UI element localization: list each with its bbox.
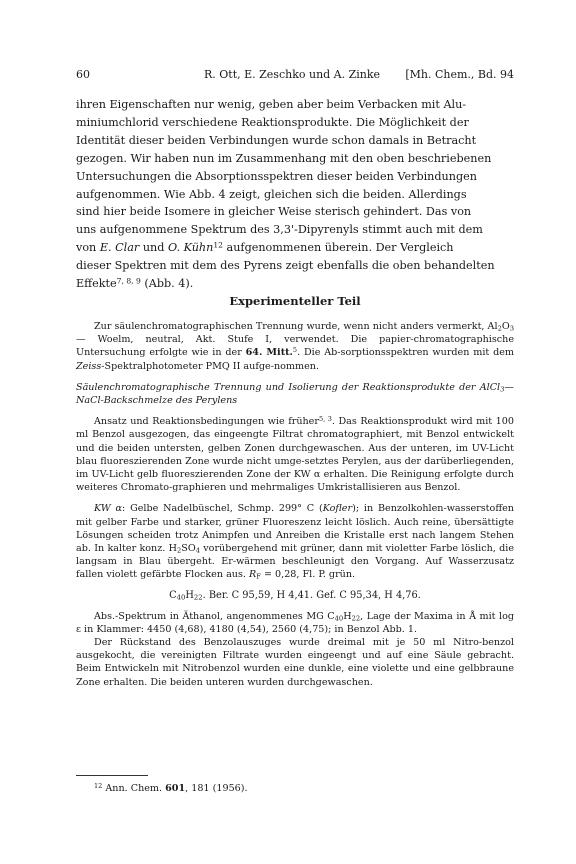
text-run: Abs.-Spektrum in Äthanol, angenommenes MG C — [94, 610, 335, 622]
intro-paragraph — [76, 96, 514, 293]
author-name: Kofler — [322, 503, 353, 515]
text-run: H — [343, 610, 352, 622]
elemental-analysis — [76, 589, 514, 603]
compound-label: KW α — [94, 503, 123, 515]
subscript: 4 — [195, 546, 200, 555]
text-run: SO — [181, 543, 196, 555]
intro-line: ihren Eigenschaften nur wenig, geben aber beim Verbacken mit Alu- — [76, 98, 467, 111]
bold-reference: 64. Mitt. — [245, 347, 293, 359]
volume-number: 601 — [165, 783, 186, 794]
experimental-body — [76, 320, 514, 689]
header-journal: [Mh. Chem., Bd. 94 — [405, 68, 514, 81]
text-run: von — [76, 241, 100, 255]
text-run: und — [139, 241, 168, 255]
subscript: 40 — [176, 593, 186, 602]
text-run: O — [501, 321, 510, 332]
intro-line: Untersuchungen die Absorptionsspektren dieser beiden Verbindungen — [76, 169, 477, 183]
text-run: vorübergehend mit grüner, dann mit violetter Farbe löslich, die langsam in Blau übergeht. Er-wärmen beschleunigt den Vorgang. Auf Wasserzusatz fallen violett gefärbte Flocken aus. — [76, 543, 515, 581]
intro-line: sind hier beide Isomere in gleicher Weise sterisch gehindert. Das von — [76, 205, 472, 219]
paragraph-kw-alpha — [76, 502, 514, 581]
text-run: -Spektralphotometer PMQ II aufge-nommen. — [101, 360, 319, 372]
subscript: 40 — [334, 614, 344, 623]
subscript: 3 — [500, 385, 505, 394]
footnote — [76, 782, 514, 795]
text-run: Ansatz und Reaktionsbedingungen wie früher — [94, 416, 319, 428]
text-run: aufgenommenen überein. Der Vergleich — [223, 241, 454, 255]
text-run: — Woelm, neutral, Akt. Stufe I, verwendet. Die papier-chromatographische Untersuchung erfolgte wie in der — [76, 334, 514, 359]
text-run: . Das Reaktionsprodukt wird mit 100 ml Benzol ausgezogen, das eingeengte Filtrat chromatographiert, mit Benzol entwickelt und die beiden untersten, gelben Zonen durchgewaschen. Aus der unteren, im UV-Licht blau fluoreszierenden Zone wurde nicht umge-setztes Perylen, aus der darüberliegenden, im UV-Licht gelb fluoreszierenden Zone der KW α erhalten. Die Reinigung erfolgte durch weiteres Chromato-graphieren und mehrmaliges Umkristallisieren aus Benzol. — [76, 416, 514, 494]
text-run: = 0,28, Fl. P. grün. — [260, 569, 356, 581]
subscript: 22 — [351, 614, 361, 623]
header-authors: R. Ott, E. Zeschko und A. Zinke — [204, 68, 381, 81]
intro-line: aufgenommen. Wie Abb. 4 zeigt, gleichen sich die beiden. Allerdings — [76, 187, 467, 201]
text-run: Zur säulenchromatographischen Trennung wurde, wenn nicht anders vermerkt, Al — [94, 321, 498, 332]
text-run: Effekte — [76, 277, 117, 291]
paragraph-methods — [76, 320, 514, 373]
text-run: . Die Ab-sorptionsspektren wurden mit dem — [297, 347, 514, 359]
subscript: 3 — [509, 324, 514, 333]
section-heading-block — [76, 292, 514, 310]
intro-line: miniumchlorid verschiedene Reaktionsprodukte. Die Möglichkeit der — [76, 115, 469, 129]
reference-marker: 12 — [213, 240, 223, 250]
text-run: Ann. Chem. — [102, 783, 166, 794]
subscript: 22 — [193, 593, 203, 602]
paragraph-spectrum — [76, 610, 514, 636]
intro-line: dieser Spektren mit dem des Pyrens zeigt ebenfalls die oben behandelten — [76, 259, 495, 273]
footnote-divider — [76, 775, 148, 776]
rf-symbol: R — [249, 569, 257, 581]
text-run: . Ber. C 95,59, H 4,41. Gef. C 95,34, H 4,76. — [202, 589, 421, 601]
subscript: 2 — [497, 324, 502, 333]
intro-line: Identität dieser beiden Verbindungen wurde schon damals in Betracht — [76, 133, 477, 147]
intro-line — [76, 275, 514, 293]
section-title: Experimenteller Teil — [229, 294, 361, 308]
reference-marker: 5 — [292, 346, 298, 355]
subsection-heading — [76, 381, 514, 407]
page-number: 60 — [76, 68, 90, 81]
text-run: ); in Benzolkohlen-wasserstoffen mit gelber Farbe und starker, grüner Fluoreszenz leicht löslich. Auch reine, übersättigte Lösungen scheiden trotz Animpfen und Anreiben die Kristalle erst nach langem Stehen ab. In kalter konz. H — [76, 503, 514, 555]
author-name: E. Clar — [99, 241, 140, 255]
text-run: —NaCl-Backschmelze des Perylens — [76, 381, 514, 407]
text-run: (Abb. 4). — [140, 277, 194, 291]
paragraph-residue: Der Rückstand des Benzolauszuges wurde dreimal mit je 50 ml Nitro-benzol ausgekocht, die vereinigten Filtrate wurden eingeengt und auf eine Säule gebracht. Beim Entwickeln mit Nitrobenzol wurden eine dunkle, eine violette und eine gelbbraune Zone erhalten. Die beiden unteren wurden durchgewaschen. — [76, 637, 514, 688]
author-name: O. Kühn — [167, 241, 214, 255]
footnote-number: 12 — [94, 782, 103, 791]
reference-marker: 7, 8, 9 — [116, 276, 141, 286]
running-header — [76, 66, 514, 84]
subscript: 2 — [176, 546, 182, 555]
text-run: H — [185, 589, 194, 601]
intro-line — [76, 239, 514, 257]
subscript: F — [256, 573, 261, 582]
intro-line: gezogen. Wir haben nun im Zusammenhang mit den oben beschriebenen — [76, 151, 492, 165]
reference-marker: 5, 3 — [318, 415, 332, 424]
paragraph-procedure — [76, 415, 514, 494]
text-run: C — [169, 589, 177, 601]
intro-line: uns aufgenommene Spektrum des 3,3'-Dipyrenyls stimmt auch mit dem — [76, 223, 483, 237]
text-run: , 181 (1956). — [185, 783, 248, 794]
italic-term: Zeiss — [76, 360, 102, 372]
text-run: Säulenchromatographische Trennung und Isolierung der Reaktionsprodukte der AlCl — [76, 381, 501, 393]
text-run: , Lage der Maxima in Å mit log ε in Klammer: 4450 (4,68), 4180 (4,54), 2560 (4,75); in Benzol Abb. 1. — [76, 610, 514, 635]
text-run: : Gelbe Nadelbüschel, Schmp. 299° C ( — [122, 503, 323, 515]
